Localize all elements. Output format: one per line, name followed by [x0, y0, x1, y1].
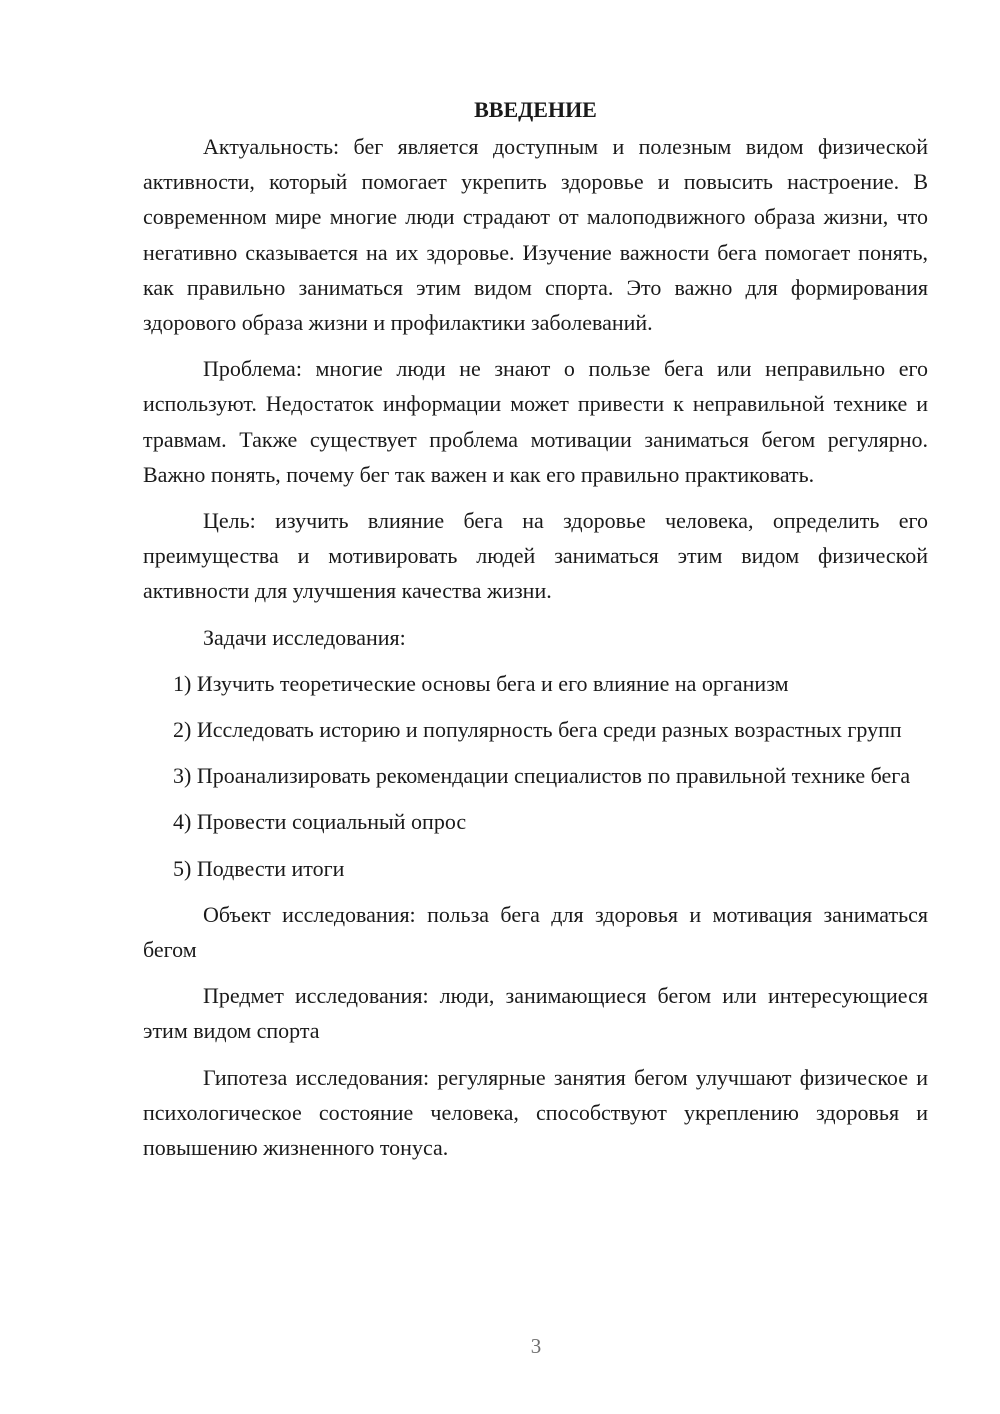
- page-number: 3: [530, 1334, 542, 1358]
- paragraph-hypothesis: Гипотеза исследования: регулярные занятия бегом улучшают физическое и психологическое состояние человека, способствуют укреплению здоровья и повышению жизненного тонуса.: [143, 1064, 928, 1161]
- task-item-4: 4) Провести социальный опрос: [173, 809, 467, 835]
- paragraph-subject: Предмет исследования: люди, занимающиеся бегом или интересующиеся этим видом спорта: [143, 983, 928, 1044]
- task-item-5: 5) Подвести итоги: [173, 855, 345, 881]
- task-item-2: 2) Исследовать историю и популярность бега среди разных возрастных групп: [173, 717, 902, 743]
- task-item-1: 1) Изучить теоретические основы бега и его влияние на организм: [173, 670, 789, 696]
- document-page: [143, 92, 928, 1176]
- task-item-3: 3) Проанализировать рекомендации специалистов по правильной технике бега: [173, 763, 911, 789]
- paragraph-goal: Цель: изучить влияние бега на здоровье человека, определить его преимущества и мотивировать людей заниматься этим видом физической активности для улучшения качества жизни.: [143, 508, 928, 604]
- paragraph-tasks-heading: Задачи исследования:: [203, 624, 406, 650]
- paragraph-object: Объект исследования: польза бега для здоровья и мотивация заниматься бегом: [143, 901, 928, 963]
- page-title: ВВЕДЕНИЕ: [474, 97, 597, 122]
- paragraph-problem: Проблема: многие люди не знают о пользе бега или неправильно его используют. Недостаток информации может привести к неправильной технике и травмам. Также существует проблема мотивации заниматься бегом регулярно. Важно понять, почему бег так важен и как его правильно практиковать.: [143, 356, 928, 487]
- paragraph-relevance: Актуальность: бег является доступным и полезным видом физической активности, который помогает укрепить здоровье и повысить настроение. В современном мире многие люди страдают от малоподвижного образа жизни, что негативно сказывается на их здоровье. Изучение важности бега помогает понять, как правильно заниматься этим видом спорта. Это важно для формирования здорового образа жизни и профилактики заболеваний.: [143, 134, 928, 336]
